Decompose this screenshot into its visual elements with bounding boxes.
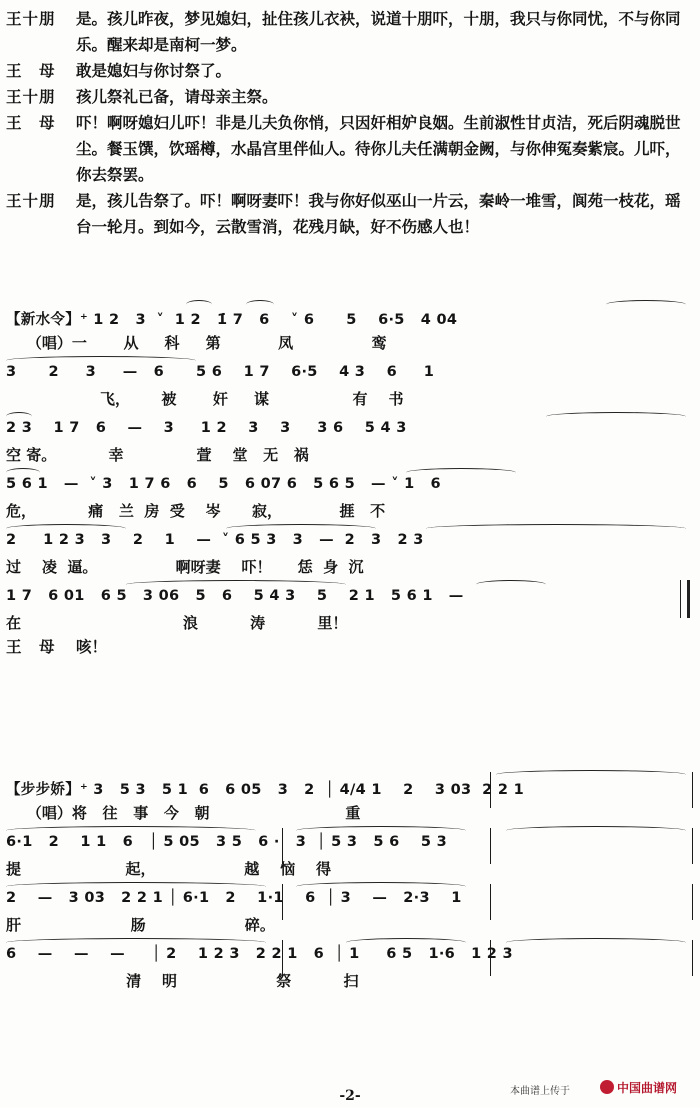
score-system [6, 882, 694, 938]
dialogue-text: 孩儿祭礼已备，请母亲主祭。 [76, 87, 278, 106]
page-number: -2- [339, 1088, 361, 1104]
score-system [6, 580, 694, 636]
final-barline [680, 580, 690, 618]
lyrics: 提 起， 越 恼 得 [6, 860, 331, 878]
jianpu-notes: 2 3 1 7 6 — 3 1 2 3 3 3 6 5 4 3 [6, 420, 407, 436]
lyrics: 在 浪 涛 里！ [6, 614, 348, 632]
dialogue-text: 敢是媳妇与你讨祭了。 [76, 61, 232, 80]
dialogue-line [6, 84, 694, 110]
role-name: 王 母 [6, 113, 56, 132]
lyrics: 过 凌 逼。 啊呀妻 吓！ 恁 身 沉 [6, 558, 364, 576]
score-xinshuiling [6, 300, 694, 636]
dialogue-line [6, 58, 694, 84]
lyrics: 空 寄。 幸 萱 堂 无 祸 [6, 446, 309, 464]
jianpu-notes: 6·1 2 1 1 6 │ 5 05 3 5 6 · 3 │ 5 3 5 6 5 3 [6, 834, 447, 850]
score-bubujiao [6, 770, 694, 994]
score-system [6, 356, 694, 412]
source-note: 本曲谱上传于 [510, 1086, 570, 1097]
role-name: 王 母 [6, 637, 56, 656]
lyrics: 危， 痛 兰 房 受 岑 寂， 捱 不 [6, 502, 386, 520]
dialogue-text: 吓！啊呀媳妇儿吓！非是儿夫负你悄，只因奸相妒良姻。生前淑性甘贞洁，死后阴魂脱世尘。餐玉馔，饮瑶樽，水晶宫里伴仙人。待你儿夫任满朝金阙，与你伸冤奏紫宸。儿吓，你去祭罢。 [76, 113, 681, 184]
dialogue-line [6, 6, 694, 58]
score-system [6, 938, 694, 994]
dialogue-line [6, 188, 694, 240]
role-name: 王 母 [6, 61, 56, 80]
score-system [6, 770, 694, 826]
dialogue-text: 是，孩儿告祭了。吓！啊呀妻吓！我与你好似巫山一片云，秦岭一堆雪，阆苑一枝花，瑶台一轮月。到如今，云散雪消，花残月缺，好不伤感人也！ [76, 191, 681, 236]
role-name: 王十朋 [6, 9, 56, 28]
dialogue-text: 是。孩儿昨夜，梦见媳妇，扯住孩儿衣袂，说道十朋吓，十朋，我只与你同忧，不与你同乐。醒来却是南柯一梦。 [76, 9, 681, 54]
interjection-block [6, 634, 694, 660]
jianpu-notes: 2 — 3 03 2 2 1 │ 6·1 2 1·1 6 │ 3 — 2·3 1 [6, 890, 462, 906]
dialogue-block [6, 6, 694, 240]
dialogue-line [6, 634, 694, 660]
jianpu-notes: 6 — — — │ 2 1 2 3 2 2 1 6 │ 1 6 5 1·6 1 2 3 [6, 946, 513, 962]
score-system [6, 826, 694, 882]
dialogue-text: 咳！ [76, 637, 108, 656]
lyrics: 清 明 祭 扫 [6, 972, 359, 990]
role-name: 王十朋 [6, 191, 56, 210]
jianpu-notes: 【步步娇】⁺ 3 5 3 5 1 6 6 05 3 2 │ 4/4 1 2 3 03 2 2 1 [6, 782, 524, 798]
lyrics: 飞， 被 奸 谋 有 书 [6, 390, 404, 408]
jianpu-notes: 3 2 3 — 6 5 6 1 7 6·5 4 3 6 1 [6, 364, 435, 380]
jianpu-notes: 1 7 6 01 6 5 3 06 5 6 5 4 3 5 2 1 5 6 1 — [6, 588, 464, 604]
jianpu-notes: 【新水令】⁺ 1 2 3 ˅ 1 2 1̇ 7 6 ˅ 6 5 6·5 4 04 [6, 312, 458, 328]
score-system [6, 468, 694, 524]
jianpu-notes: 2 1 2 3 3 2 1 — ˅ 6 5 3 3 — 2 3 2 3 [6, 532, 424, 548]
role-name: 王十朋 [6, 87, 56, 106]
dialogue-line [6, 110, 694, 188]
score-system [6, 524, 694, 580]
lyrics: （唱）将 往 事 今 朝 重 [6, 804, 361, 822]
lyrics: 肝 肠 碎。 [6, 916, 275, 934]
logo-text: 中国曲谱网 [617, 1080, 678, 1095]
lyrics: （唱）一 从 科 第 凤 鸾 [6, 334, 387, 352]
score-system [6, 300, 694, 356]
score-system [6, 412, 694, 468]
jianpu-notes: 5 6 1 — ˅ 3 1 7 6 6 5 6 07 6 5 6 5 — ˅ 1 6 [6, 476, 441, 492]
